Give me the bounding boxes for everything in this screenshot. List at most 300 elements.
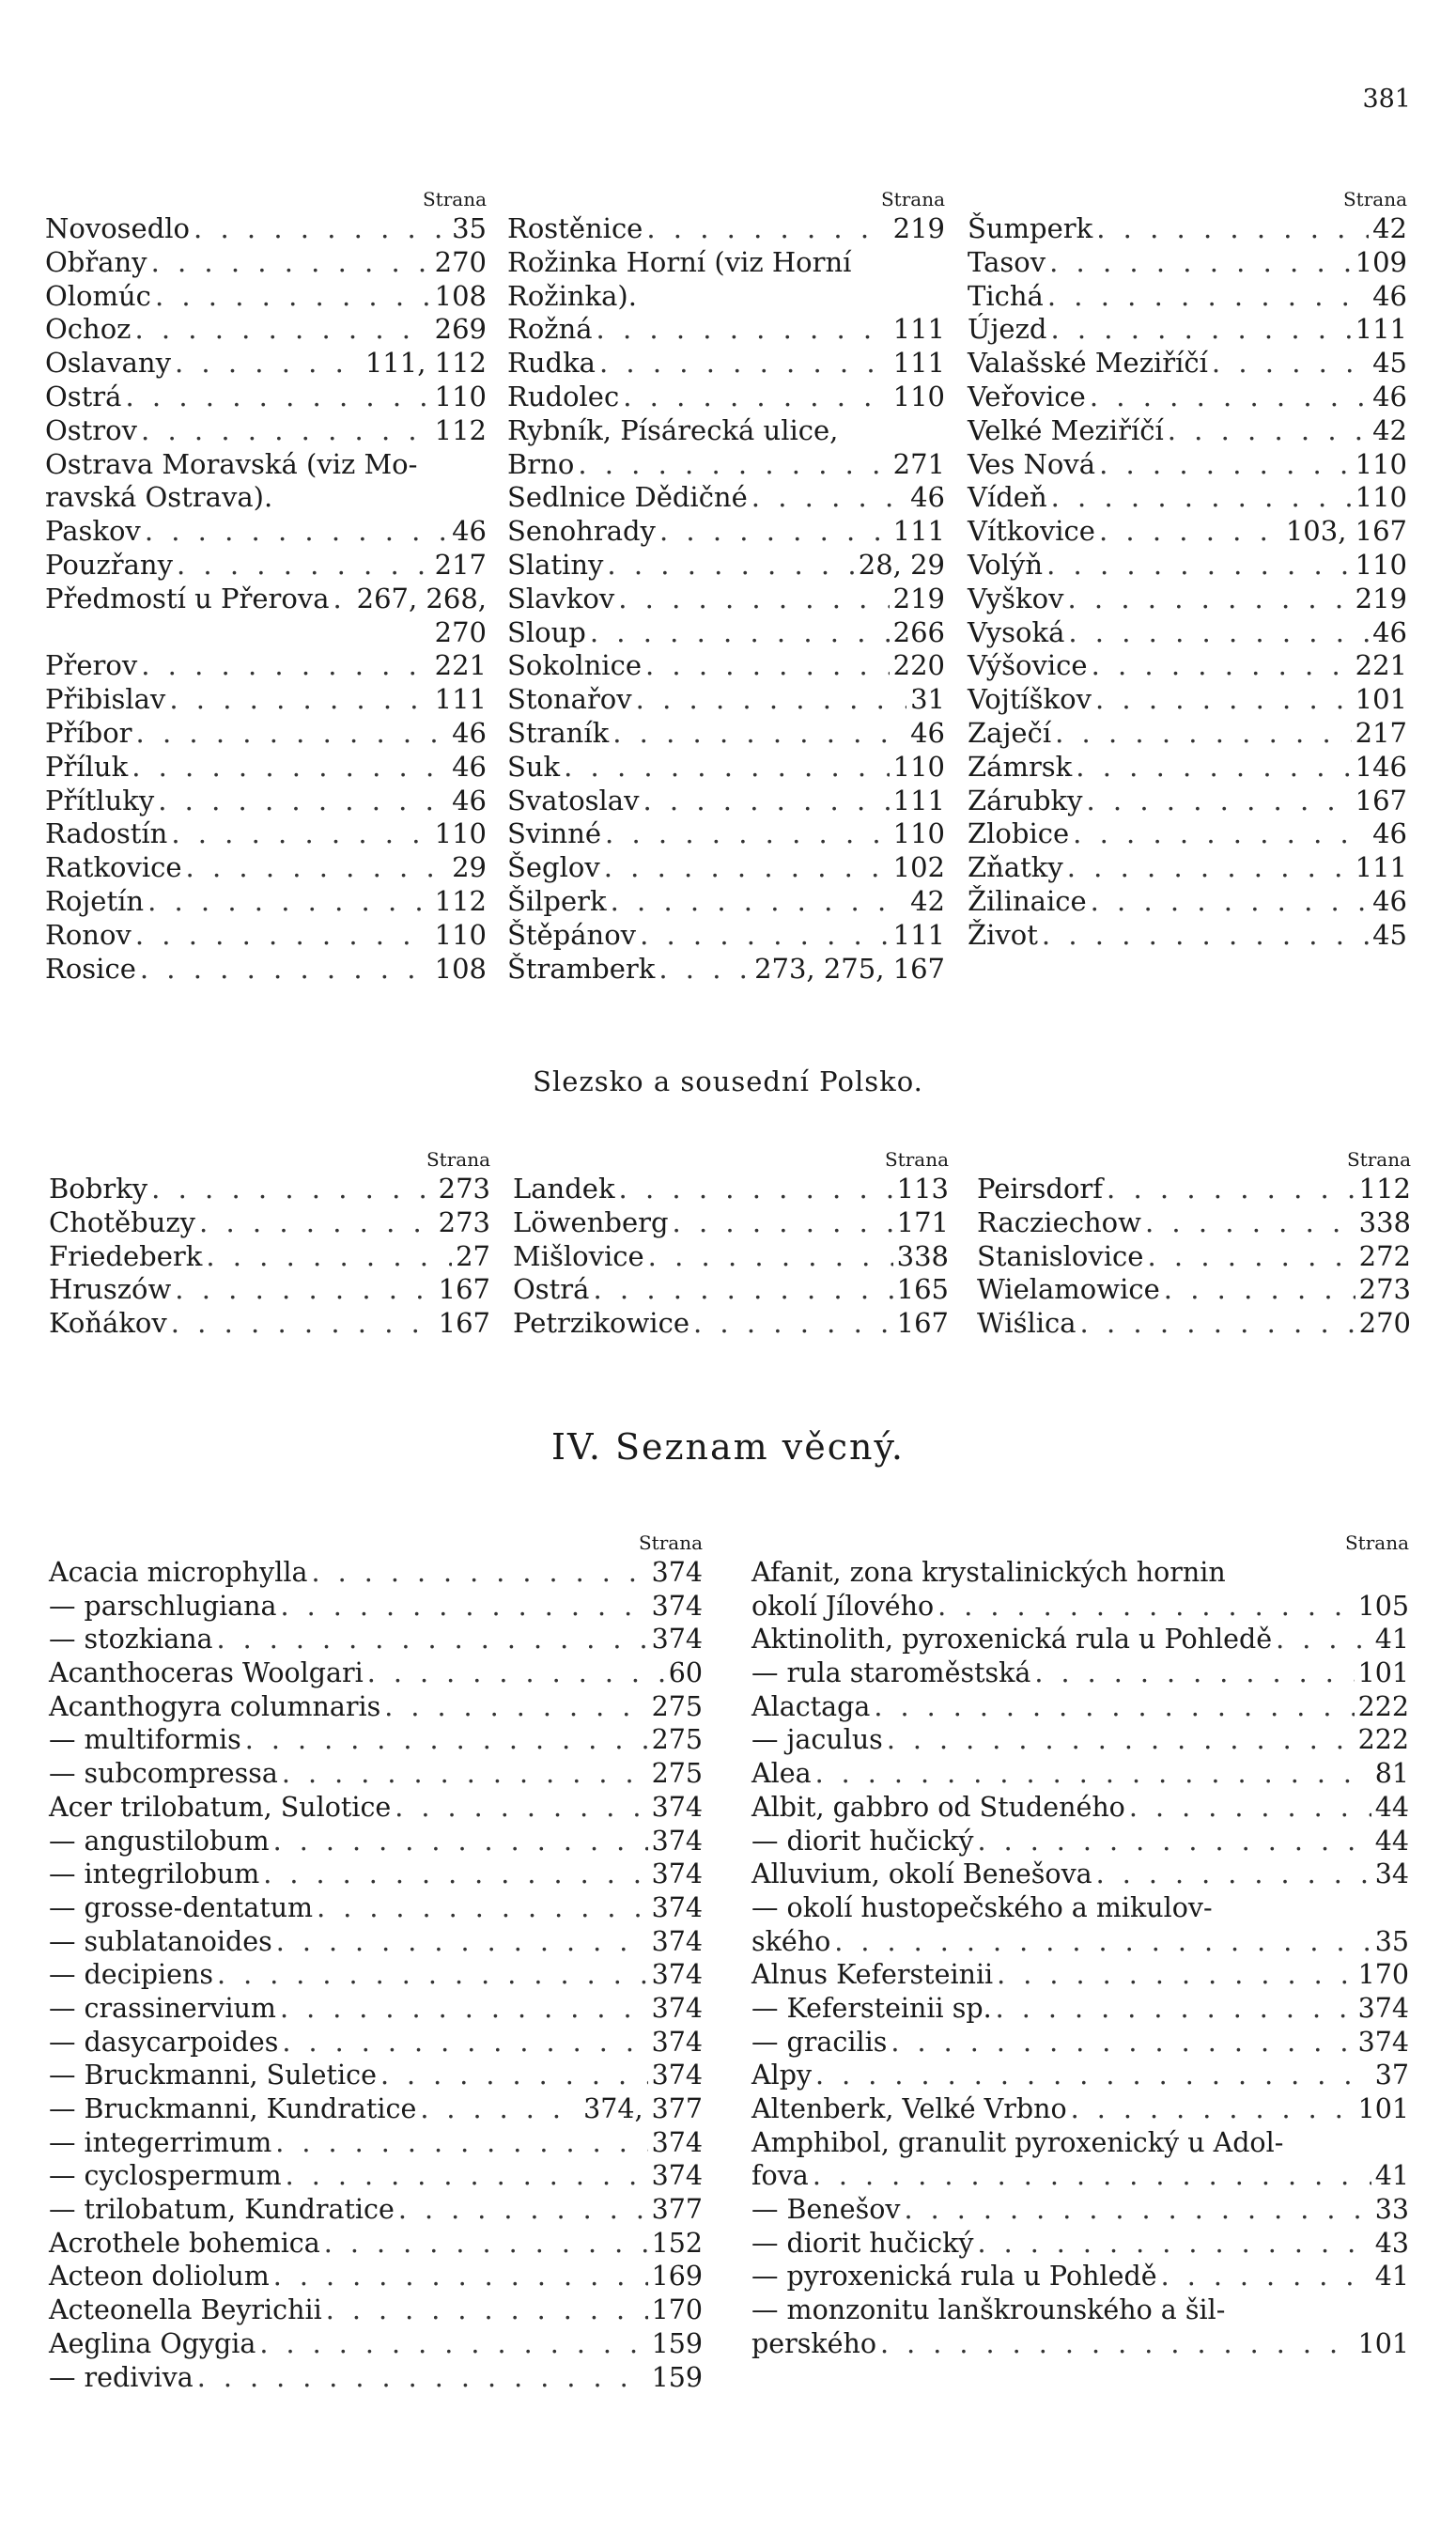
entry-name: Ves Nová: [968, 447, 1096, 480]
dot-leader: [1034, 1656, 1354, 1690]
entry-name: Velké Meziříčí: [968, 413, 1164, 446]
dot-leader: [194, 212, 448, 246]
entry-page: 110: [1355, 481, 1407, 514]
entry-name: Vítkovice: [968, 515, 1095, 548]
entry-page: 275: [651, 1724, 703, 1756]
entry-page: 45: [1372, 918, 1407, 951]
entry-name: Rožná: [507, 313, 593, 346]
index-entry: [751, 1556, 1409, 1590]
entry-page: 221: [434, 649, 487, 682]
index-entry: [968, 414, 1407, 448]
index-entry: [507, 481, 945, 515]
entry-page: 46: [452, 784, 487, 816]
entry-page: 102: [892, 851, 945, 884]
dot-leader: [259, 2327, 647, 2361]
entry-page: 374: [1357, 1992, 1409, 2024]
dot-leader: [1147, 1240, 1355, 1274]
dot-leader: [607, 549, 854, 583]
entry-page: 272: [1358, 1239, 1411, 1272]
entry-name: Přibislav: [45, 683, 166, 716]
entry-page: 374: [651, 1590, 703, 1622]
index-entry: [49, 2260, 703, 2293]
dot-leader: [380, 2059, 648, 2092]
dot-leader: [273, 2260, 648, 2293]
index-entry: [507, 448, 945, 482]
dot-leader: [158, 785, 448, 818]
entry-page: 217: [434, 548, 487, 581]
index-entry: [507, 381, 945, 414]
index-entry: [968, 919, 1407, 953]
index-entry: [49, 1173, 490, 1206]
dot-leader: [659, 515, 890, 549]
index-entry: [968, 347, 1407, 381]
page-number: 381: [1362, 85, 1411, 114]
entry-name: Alactaga: [751, 1690, 871, 1722]
dot-leader: [1067, 583, 1351, 616]
index-entry: [49, 1590, 703, 1624]
index-entry: [507, 785, 945, 818]
entry-page: 112: [434, 413, 487, 446]
dot-leader: [1090, 381, 1369, 414]
index-entry: [507, 717, 945, 751]
dot-leader: [151, 1173, 434, 1206]
index-entry: [49, 1723, 703, 1757]
entry-page: 108: [434, 952, 487, 985]
index-entry: [751, 1992, 1409, 2026]
index-entry: [45, 448, 487, 482]
dot-leader: [1212, 347, 1369, 381]
entry-page: 269: [434, 313, 487, 346]
entry-name: Rožinka Horní (viz Horní: [507, 245, 852, 278]
index-entry: [751, 1723, 1409, 1757]
index-entry: [45, 717, 487, 751]
entry-page: 46: [452, 716, 487, 749]
entry-page: 108: [434, 279, 487, 312]
entry-page: 101: [1357, 1657, 1409, 1689]
entry-name: — jaculus: [751, 1724, 883, 1756]
index-entry: [45, 246, 487, 280]
dot-leader: [420, 2092, 580, 2126]
entry-name: Brno: [507, 447, 575, 480]
entry-name: Sloup: [507, 615, 586, 648]
dot-leader: [282, 2026, 647, 2060]
index-entry: [507, 919, 945, 953]
entry-name: Obřany: [45, 245, 147, 278]
index-entry: [49, 1791, 703, 1825]
entry-name: Štramberk: [507, 952, 656, 985]
entry-page: 105: [1357, 1590, 1409, 1622]
entry-name: Straník: [507, 716, 610, 749]
dot-leader: [151, 246, 431, 280]
entry-name: Šilperk: [507, 884, 607, 917]
index-entry: [507, 616, 945, 650]
entry-page: 112: [1358, 1173, 1411, 1205]
index-entry: [751, 1757, 1409, 1791]
entry-page: 222: [1357, 1724, 1409, 1756]
entry-page: 169: [651, 2261, 703, 2293]
entry-name: — Bruckmanni, Suletice: [49, 2060, 377, 2091]
dot-leader: [1047, 280, 1369, 314]
entry-name: Svatoslav: [507, 784, 640, 816]
entry-name: Rudka: [507, 347, 596, 380]
entry-page: 42: [1372, 413, 1407, 446]
entry-name: Zňatky: [968, 851, 1063, 884]
entry-name: ského: [751, 1925, 831, 1957]
index-entry: [507, 212, 945, 246]
entry-page: 46: [1372, 380, 1407, 412]
index-entry: [751, 1690, 1409, 1724]
dot-leader: [1276, 1623, 1371, 1656]
column-header: Strana: [1344, 1531, 1409, 1554]
dot-leader: [1095, 683, 1352, 717]
index-entry: [45, 919, 487, 953]
index-entry: [507, 817, 945, 851]
entry-name: Tasov: [968, 245, 1046, 278]
dot-leader: [276, 1925, 648, 1959]
column-header: Strana: [880, 188, 945, 210]
entry-name: okolí Jílového: [751, 1590, 935, 1622]
entry-name: Zaječí: [968, 716, 1052, 749]
entry-name: Rostěnice: [507, 212, 643, 244]
entry-name: Svinné: [507, 817, 602, 850]
index-entry: [507, 953, 945, 987]
entry-page: 167: [438, 1273, 490, 1306]
entry-name: Acanthogyra columnaris: [49, 1690, 381, 1722]
dot-leader: [175, 1273, 434, 1307]
dot-leader: [398, 2193, 648, 2227]
entry-name: Pouzřany: [45, 548, 173, 581]
entry-page: 374: [651, 1925, 703, 1957]
dot-leader: [880, 2327, 1355, 2361]
entry-page: 109: [1355, 245, 1407, 278]
dot-leader: [1145, 1206, 1355, 1240]
entry-page: 220: [892, 649, 945, 682]
entry-page: 60: [668, 1657, 703, 1689]
entry-page: 159: [651, 2361, 703, 2393]
index-entry: [751, 2193, 1409, 2227]
index-entry: [751, 1925, 1409, 1959]
entry-name: Veřovice: [968, 380, 1086, 412]
index-entry: [751, 2126, 1409, 2160]
dot-leader: [596, 313, 890, 347]
column-header: Strana: [884, 1148, 949, 1171]
entry-name: Ratkovice: [45, 851, 182, 884]
section-title-subject-index: IV. Seznam věcný.: [551, 1426, 905, 1468]
index-entry: [49, 2293, 703, 2327]
entry-name: Afanit, zona krystalinických hornin: [751, 1557, 1226, 1588]
dot-leader: [1080, 1307, 1355, 1341]
column-header: Strana: [638, 1531, 703, 1554]
entry-name: Petrzikowice: [513, 1307, 689, 1340]
entry-name: Mišlovice: [513, 1239, 644, 1272]
index-entry: [45, 481, 487, 515]
index-entry: [49, 2193, 703, 2227]
entry-name: — Benešov: [751, 2194, 901, 2226]
entry-page: 27: [456, 1239, 490, 1272]
entry-name: — integerrimum: [49, 2126, 272, 2158]
index-entry: [45, 649, 487, 683]
entry-name: Vídeň: [968, 481, 1047, 514]
entry-page: 273, 275, 167: [754, 952, 945, 985]
entry-name: Acanthoceras Woolgari: [49, 1657, 364, 1689]
entry-page: 46: [1372, 884, 1407, 917]
dot-leader: [904, 2193, 1371, 2227]
dot-leader: [1051, 481, 1352, 515]
entry-page: 267, 268,: [356, 582, 487, 614]
entry-name: Příbor: [45, 716, 132, 749]
dot-leader: [275, 2126, 647, 2160]
dot-leader: [324, 2227, 648, 2261]
index-entry: [751, 1958, 1409, 1992]
dot-leader: [1168, 414, 1369, 448]
dot-leader: [1071, 2092, 1355, 2126]
index-entry: [968, 212, 1407, 246]
dot-leader: [1107, 1173, 1355, 1206]
dot-leader: [1087, 785, 1352, 818]
entry-page: 45: [1372, 347, 1407, 380]
index-entry: [49, 1206, 490, 1240]
dot-leader: [1164, 1273, 1355, 1307]
entry-name: Paskov: [45, 515, 141, 548]
entry-name: — angustilobum: [49, 1825, 270, 1857]
dot-leader: [155, 280, 431, 314]
dot-leader: [367, 1656, 665, 1690]
entry-name: Alea: [751, 1758, 812, 1790]
entry-name: Vysoká: [968, 615, 1065, 648]
entry-name: — crassinervium: [49, 1992, 276, 2024]
dot-leader: [887, 1723, 1355, 1757]
entry-page: 41: [1374, 1624, 1409, 1656]
entry-name: Šumperk: [968, 212, 1093, 244]
entry-page: 374: [651, 1992, 703, 2024]
entry-name: — dasycarpoides: [49, 2026, 279, 2058]
entry-name: — parschlugiana: [49, 1590, 277, 1622]
index-entry: [513, 1240, 949, 1274]
index-entry: [507, 649, 945, 683]
entry-name: Slavkov: [507, 582, 615, 614]
entry-name: Amphibol, granulit pyroxenický u Adol-: [751, 2126, 1284, 2158]
entry-name: Vyškov: [968, 582, 1064, 614]
entry-page: 374: [651, 1891, 703, 1923]
index-entry: [751, 1858, 1409, 1891]
dot-leader: [141, 649, 430, 683]
entry-page: 271: [892, 447, 945, 480]
dot-leader: [1099, 515, 1282, 549]
entry-page: 222: [1357, 1690, 1409, 1722]
index-entry: [751, 1825, 1409, 1858]
entry-page: 34: [1374, 1858, 1409, 1890]
index-entry: [49, 2026, 703, 2060]
index-entry: [751, 2227, 1409, 2261]
entry-page: 101: [1355, 683, 1407, 716]
index-entry: [507, 246, 945, 280]
index-entry: [45, 885, 487, 919]
entry-page: 273: [438, 1173, 490, 1205]
entry-page: 111: [892, 347, 945, 380]
index-entry: [751, 2293, 1409, 2327]
index-entry: [968, 683, 1407, 717]
entry-name: Přerov: [45, 649, 138, 682]
entry-page: 167: [896, 1307, 949, 1340]
dot-leader: [612, 717, 906, 751]
index-entry: [49, 1240, 490, 1274]
entry-name: Acteonella Beyrichii: [49, 2294, 322, 2326]
entry-page: 165: [896, 1273, 949, 1306]
entry-page: 111: [434, 683, 487, 716]
index-entry: [49, 1690, 703, 1724]
index-entry: [45, 616, 487, 650]
entry-page: 28, 29: [858, 548, 945, 581]
index-entry: [968, 616, 1407, 650]
index-entry: [751, 1791, 1409, 1825]
silesia-column-2: [513, 1146, 949, 1341]
index-column-2: [507, 186, 945, 986]
entry-name: — sublatanoides: [49, 1925, 272, 1957]
dot-leader: [997, 1958, 1354, 1992]
entry-page: 110: [1355, 447, 1407, 480]
entry-name: Alluvium, okolí Benešova: [751, 1858, 1092, 1890]
index-entry: [45, 683, 487, 717]
dot-leader: [171, 817, 430, 851]
entry-page: 111: [1355, 851, 1407, 884]
entry-name: perského: [751, 2327, 877, 2359]
index-column-1: [45, 186, 487, 986]
dot-leader: [1068, 616, 1369, 650]
entry-name: Tichá: [968, 279, 1044, 312]
entry-page: 374: [651, 1557, 703, 1588]
entry-name: Újezd: [968, 313, 1047, 346]
entry-page: 110: [892, 817, 945, 850]
entry-page: 146: [1355, 750, 1407, 783]
entry-name: Landek: [513, 1173, 615, 1205]
entry-page: 167: [1355, 784, 1407, 816]
dot-leader: [333, 583, 353, 616]
entry-page: 275: [651, 1690, 703, 1722]
entry-name: Oslavany: [45, 347, 171, 380]
entry-name: Ostrá: [513, 1273, 590, 1306]
dot-leader: [1073, 817, 1369, 851]
index-entry: [751, 2026, 1409, 2060]
entry-name: — rula staroměstská: [751, 1657, 1031, 1689]
entry-page: 42: [910, 884, 945, 917]
index-entry: [49, 2126, 703, 2160]
index-entry: [751, 1590, 1409, 1624]
index-entry: [49, 2361, 703, 2395]
index-entry: [507, 751, 945, 785]
entry-page: 111: [1355, 313, 1407, 346]
index-entry: [49, 2327, 703, 2361]
dot-leader: [590, 616, 890, 650]
dot-leader: [1055, 717, 1352, 751]
index-entry: [751, 2092, 1409, 2126]
index-entry: [49, 2092, 703, 2126]
dot-leader: [813, 2159, 1371, 2193]
dot-leader: [1091, 885, 1369, 919]
dot-leader: [751, 481, 906, 515]
index-entry: [968, 649, 1407, 683]
index-entry: [45, 549, 487, 583]
entry-name: Rudolec: [507, 380, 620, 412]
entry-page: 270: [1358, 1307, 1411, 1340]
index-entry: [49, 2227, 703, 2261]
entry-name: Zárubky: [968, 784, 1083, 816]
entry-page: 35: [1374, 1925, 1409, 1957]
index-entry: [507, 313, 945, 347]
entry-page: 273: [1358, 1273, 1411, 1306]
index-entry: [49, 1757, 703, 1791]
index-entry: [49, 1958, 703, 1992]
dot-leader: [648, 1240, 893, 1274]
entry-name: Acer trilobatum, Sulotice: [49, 1791, 392, 1823]
entry-page: 33: [1374, 2194, 1409, 2226]
entry-page: 374: [651, 1959, 703, 1991]
entry-page: 46: [910, 716, 945, 749]
subject-column-2: [751, 1530, 1409, 2361]
dot-leader: [1161, 2260, 1371, 2293]
dot-leader: [815, 2059, 1371, 2092]
entry-page: 219: [892, 582, 945, 614]
entry-name: Alpy: [751, 2060, 813, 2091]
entry-page: 46: [1372, 279, 1407, 312]
index-entry: [507, 683, 945, 717]
entry-page: 103, 167: [1285, 515, 1407, 548]
column-header: Strana: [1346, 1148, 1411, 1171]
entry-page: 43: [1374, 2227, 1409, 2259]
entry-name: — diorit hučický: [751, 1825, 974, 1857]
dot-leader: [134, 313, 430, 347]
entry-name: Rojetín: [45, 884, 145, 917]
index-entry: [49, 1925, 703, 1959]
index-entry: [49, 1992, 703, 2026]
dot-leader: [605, 817, 890, 851]
entry-name: — pyroxenická rula u Pohledě: [751, 2261, 1157, 2293]
dot-leader: [599, 347, 890, 381]
index-entry: [45, 785, 487, 818]
entry-name: — subcompressa: [49, 1758, 278, 1790]
entry-name: Aeglina Ogygia: [49, 2327, 256, 2359]
entry-page: 46: [1372, 817, 1407, 850]
entry-page: 110: [1355, 548, 1407, 581]
dot-leader: [937, 1590, 1354, 1624]
entry-name: Předmostí u Přerova: [45, 582, 330, 614]
entry-name: — Bruckmanni, Kundratice: [49, 2093, 417, 2124]
index-entry: [977, 1240, 1411, 1274]
index-entry: [751, 2260, 1409, 2293]
dot-leader: [611, 885, 907, 919]
entry-name: Slatiny: [507, 548, 604, 581]
dot-leader: [646, 212, 889, 246]
entry-page: 37: [1374, 2060, 1409, 2091]
entry-name: Koňákov: [49, 1307, 167, 1340]
index-entry: [977, 1307, 1411, 1341]
entry-name: Stanislovice: [977, 1239, 1144, 1272]
index-entry: [968, 381, 1407, 414]
dot-leader: [186, 851, 449, 885]
entry-page: 219: [892, 212, 945, 244]
index-entry: [968, 785, 1407, 818]
dot-leader: [1129, 1791, 1371, 1825]
dot-leader: [136, 717, 449, 751]
entry-page: 46: [452, 515, 487, 548]
dot-leader: [141, 414, 431, 448]
entry-page: 170: [651, 2294, 703, 2326]
entry-name: Rybník, Písárecká ulice,: [507, 413, 839, 446]
dot-leader: [217, 1958, 648, 1992]
entry-page: 270: [434, 615, 487, 648]
entry-page: 171: [896, 1205, 949, 1238]
dot-leader: [281, 1590, 648, 1624]
entry-name: Acacia microphylla: [49, 1557, 308, 1588]
